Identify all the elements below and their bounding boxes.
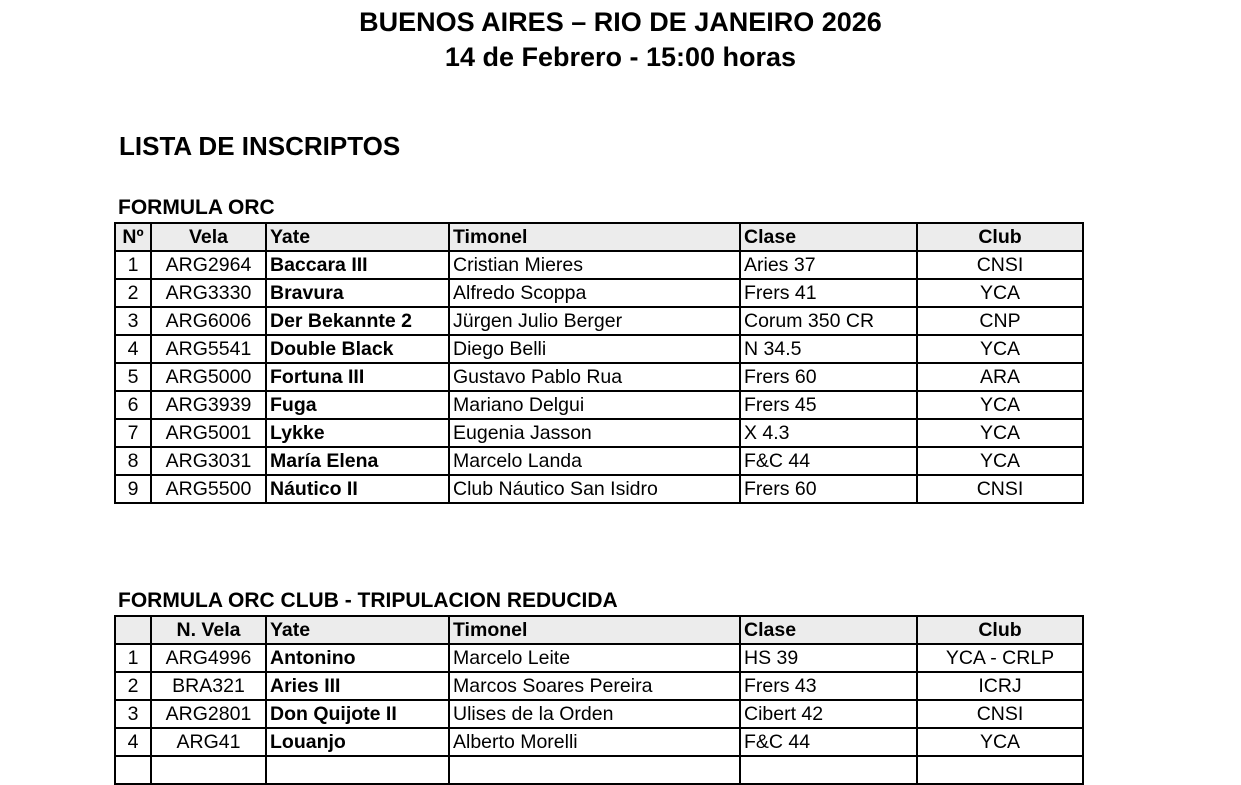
cell-class: Frers 45: [740, 391, 917, 419]
column-header-sail: Vela: [151, 223, 266, 251]
cell-class: X 4.3: [740, 419, 917, 447]
cell-yacht: Fortuna III: [266, 363, 449, 391]
cell-yacht: Louanjo: [266, 728, 449, 756]
column-header-yacht: Yate: [266, 223, 449, 251]
cell-sail: ARG6006: [151, 307, 266, 335]
table-row: [115, 644, 1083, 672]
cell-number: 8: [115, 447, 151, 475]
cell-yacht: Don Quijote II: [266, 700, 449, 728]
table-row: [115, 672, 1083, 700]
cell-yacht: [266, 756, 449, 784]
cell-sail: ARG5000: [151, 363, 266, 391]
cell-number: 1: [115, 644, 151, 672]
cell-class: F&C 44: [740, 728, 917, 756]
column-header-number: [115, 616, 151, 644]
cell-number: 4: [115, 335, 151, 363]
cell-club: YCA: [917, 335, 1083, 363]
cell-skipper: Alfredo Scoppa: [449, 279, 740, 307]
cell-skipper: Jürgen Julio Berger: [449, 307, 740, 335]
column-header-skipper: Timonel: [449, 223, 740, 251]
cell-yacht: María Elena: [266, 447, 449, 475]
cell-class: HS 39: [740, 644, 917, 672]
cell-number: 3: [115, 307, 151, 335]
cell-class: Frers 41: [740, 279, 917, 307]
document-subtitle-date: 14 de Febrero - 15:00 horas: [444, 42, 797, 72]
cell-class: Corum 350 CR: [740, 307, 917, 335]
cell-skipper: Diego Belli: [449, 335, 740, 363]
table-row: [115, 756, 1083, 784]
cell-sail: BRA321: [151, 672, 266, 700]
cell-skipper: Gustavo Pablo Rua: [449, 363, 740, 391]
cell-sail: ARG5001: [151, 419, 266, 447]
cell-yacht: Aries III: [266, 672, 449, 700]
cell-club: CNSI: [917, 700, 1083, 728]
cell-skipper: Eugenia Jasson: [449, 419, 740, 447]
table-row: [115, 475, 1083, 503]
cell-skipper: Marcelo Leite: [449, 644, 740, 672]
registrants-table-formula-orc: [114, 222, 1084, 504]
table-row: [115, 419, 1083, 447]
cell-yacht: Antonino: [266, 644, 449, 672]
cell-sail: [151, 756, 266, 784]
table-row: [115, 251, 1083, 279]
cell-sail: ARG3330: [151, 279, 266, 307]
cell-number: 5: [115, 363, 151, 391]
cell-number: 4: [115, 728, 151, 756]
cell-club: YCA: [917, 279, 1083, 307]
cell-skipper: Ulises de la Orden: [449, 700, 740, 728]
cell-yacht: Baccara III: [266, 251, 449, 279]
table-header-row: [115, 223, 1083, 251]
cell-sail: ARG3031: [151, 447, 266, 475]
cell-number: 9: [115, 475, 151, 503]
cell-number: 2: [115, 279, 151, 307]
table-row: [115, 700, 1083, 728]
cell-number: 6: [115, 391, 151, 419]
cell-yacht: Bravura: [266, 279, 449, 307]
cell-class: Frers 43: [740, 672, 917, 700]
table-row: [115, 279, 1083, 307]
cell-class: F&C 44: [740, 447, 917, 475]
cell-skipper: [449, 756, 740, 784]
cell-class: Cibert 42: [740, 700, 917, 728]
cell-class: Aries 37: [740, 251, 917, 279]
section-title-formula-orc-club: FORMULA ORC CLUB - TRIPULACION REDUCIDA: [118, 589, 618, 612]
table-row: [115, 335, 1083, 363]
cell-club: YCA - CRLP: [917, 644, 1083, 672]
cell-sail: ARG2801: [151, 700, 266, 728]
column-header-club: Club: [917, 616, 1083, 644]
cell-yacht: Double Black: [266, 335, 449, 363]
cell-club: CNSI: [917, 475, 1083, 503]
cell-number: 7: [115, 419, 151, 447]
cell-sail: ARG2964: [151, 251, 266, 279]
cell-skipper: Marcos Soares Pereira: [449, 672, 740, 700]
table-row: [115, 307, 1083, 335]
column-header-yacht: Yate: [266, 616, 449, 644]
cell-club: ICRJ: [917, 672, 1083, 700]
column-header-sail: N. Vela: [151, 616, 266, 644]
cell-class: N 34.5: [740, 335, 917, 363]
cell-class: Frers 60: [740, 363, 917, 391]
cell-yacht: Fuga: [266, 391, 449, 419]
cell-number: 2: [115, 672, 151, 700]
cell-sail: ARG41: [151, 728, 266, 756]
cell-skipper: Cristian Mieres: [449, 251, 740, 279]
column-header-club: Club: [917, 223, 1083, 251]
table-row: [115, 728, 1083, 756]
cell-class: [740, 756, 917, 784]
cell-number: [115, 756, 151, 784]
cell-sail: ARG5541: [151, 335, 266, 363]
cell-class: Frers 60: [740, 475, 917, 503]
cell-club: CNSI: [917, 251, 1083, 279]
cell-yacht: Lykke: [266, 419, 449, 447]
table-row: [115, 447, 1083, 475]
table-header-row: [115, 616, 1083, 644]
cell-club: YCA: [917, 728, 1083, 756]
document-title: BUENOS AIRES – RIO DE JANEIRO 2026: [359, 7, 882, 37]
column-header-number: Nº: [115, 223, 151, 251]
column-header-class: Clase: [740, 223, 917, 251]
cell-number: 3: [115, 700, 151, 728]
cell-skipper: Marcelo Landa: [449, 447, 740, 475]
cell-skipper: Alberto Morelli: [449, 728, 740, 756]
cell-club: YCA: [917, 447, 1083, 475]
cell-club: YCA: [917, 391, 1083, 419]
cell-yacht: Der Bekannte 2: [266, 307, 449, 335]
cell-skipper: Mariano Delgui: [449, 391, 740, 419]
cell-yacht: Náutico II: [266, 475, 449, 503]
table-row: [115, 363, 1083, 391]
cell-number: 1: [115, 251, 151, 279]
column-header-class: Clase: [740, 616, 917, 644]
cell-club: ARA: [917, 363, 1083, 391]
list-heading: LISTA DE INSCRIPTOS: [119, 131, 401, 161]
cell-sail: ARG3939: [151, 391, 266, 419]
cell-club: [917, 756, 1083, 784]
table-row: [115, 391, 1083, 419]
cell-club: CNP: [917, 307, 1083, 335]
section-title-formula-orc: FORMULA ORC: [118, 196, 275, 219]
cell-club: YCA: [917, 419, 1083, 447]
column-header-skipper: Timonel: [449, 616, 740, 644]
cell-sail: ARG4996: [151, 644, 266, 672]
cell-skipper: Club Náutico San Isidro: [449, 475, 740, 503]
cell-sail: ARG5500: [151, 475, 266, 503]
registrants-table-formula-orc-club: [114, 615, 1084, 785]
